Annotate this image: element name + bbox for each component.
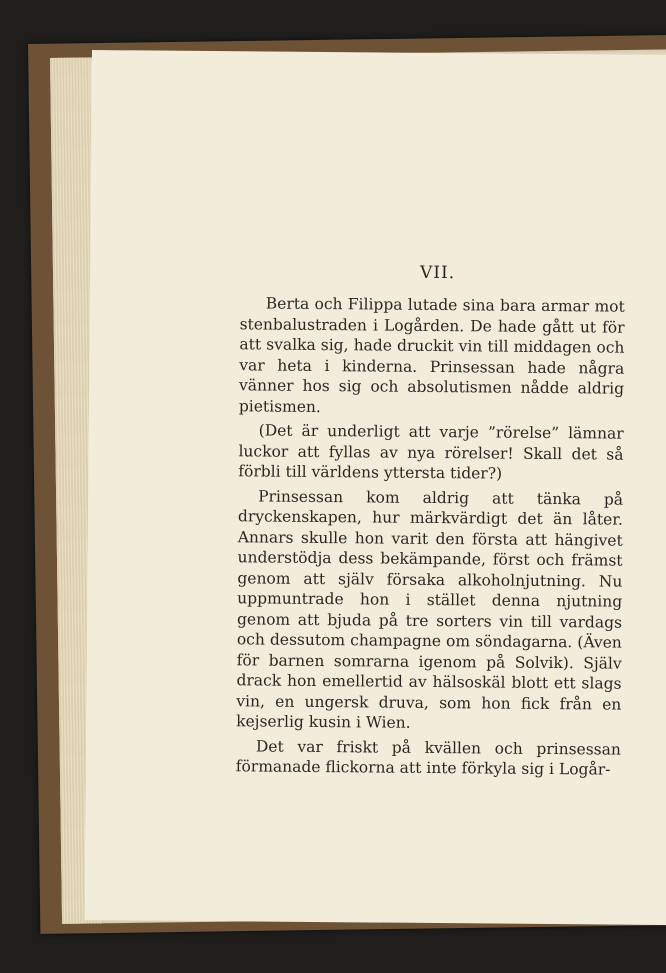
paragraph: (Det är underligt att varje ”rörelse” lämnar luckor att fyllas av nya rörelser! Skall det så förbli till världens yttersta tider?) bbox=[238, 421, 624, 483]
paragraph: Prinsessan kom aldrig att tänka på dryckenskapen, hur märkvärdigt det än låter. Annars skulle hon varit den första att hängivet understödja dess bekämpande, först och främst genom att själv försaka alkoholnjutning. Nu uppmuntrade hon i stället denna njutning genom att bjuda på tre sorters vin till vardags och dessutom champagne om söndagarna. (Även för barnen somrarna igenom på Solvik). Själv drack hon emellertid av hälsoskäl blott ett slags vin, en ungersk druva, som hon fick från en kejserlig kusin i Wien. bbox=[236, 486, 624, 732]
body-text bbox=[236, 293, 625, 784]
paragraph: Berta och Filippa lutade sina bara armar mot stenbalustraden i Logården. De hade gått ut för att svalka sig, hade druckit vin till middagen och var heta i kinderna. Prinsessan hade några vänner hos sig och absolutismen nådde aldrig pietismen. bbox=[238, 294, 625, 416]
chapter-heading: VII. bbox=[419, 262, 456, 284]
book-page bbox=[84, 50, 666, 925]
paragraph: Det var friskt på kvällen och prinsessan förmanade flickorna att inte förkyla sig i Logår- bbox=[235, 736, 621, 779]
